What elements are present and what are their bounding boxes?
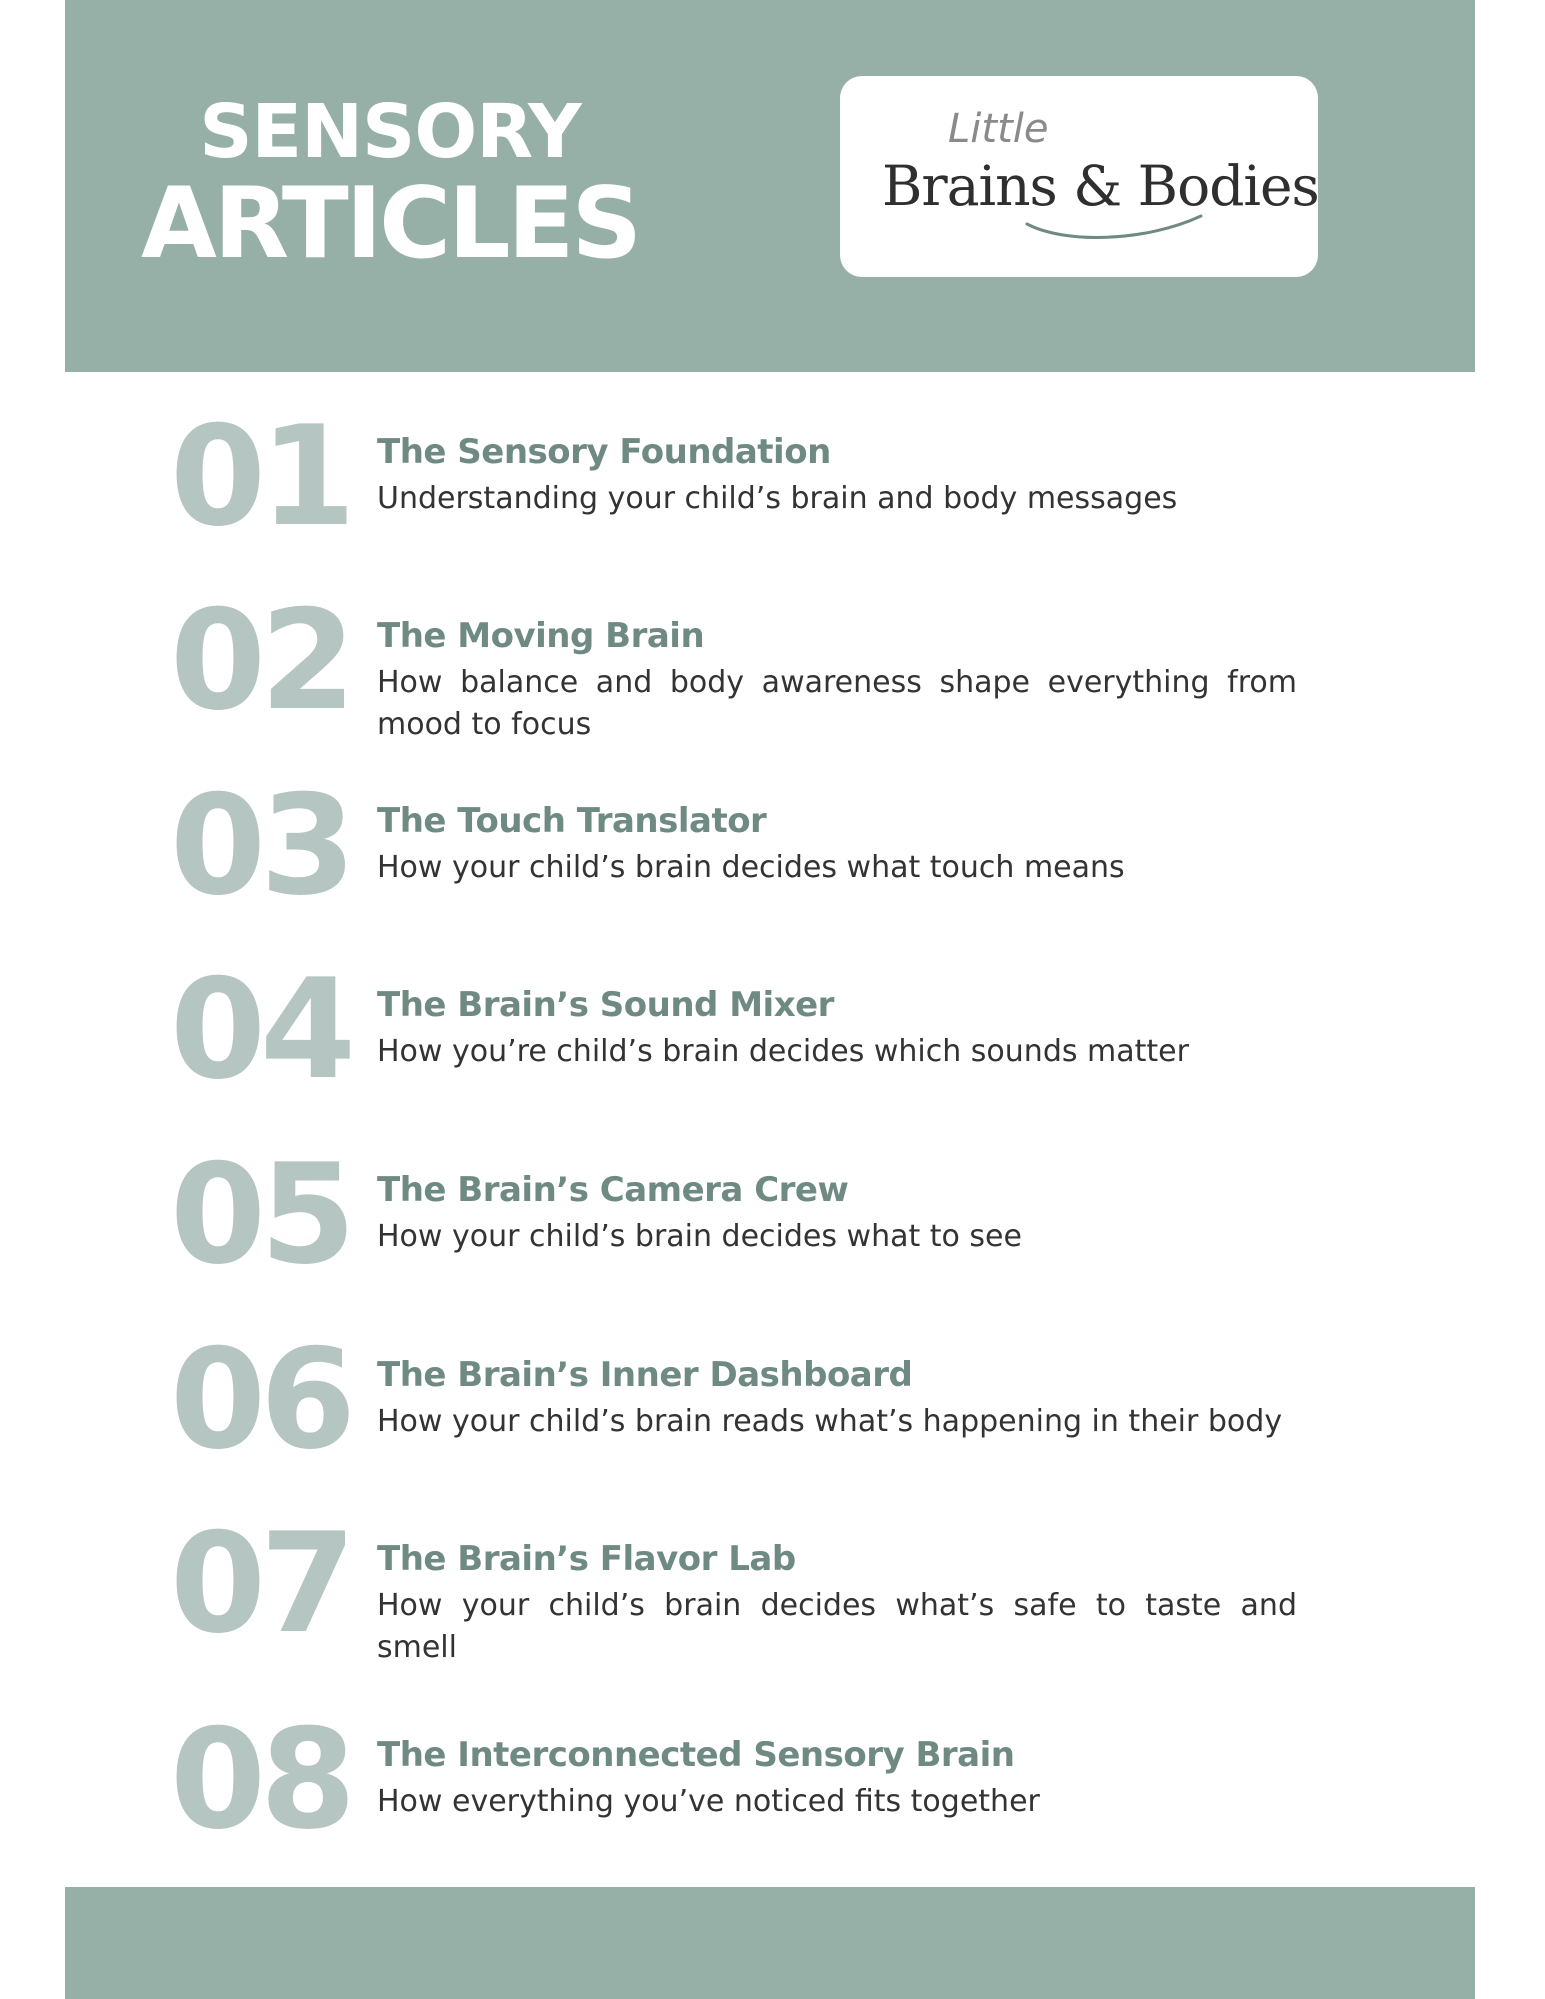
article-number: 02 bbox=[169, 580, 351, 741]
article-description: Understanding your child’s brain and body messages bbox=[377, 481, 1178, 517]
article-title: The Brain’s Sound Mixer bbox=[377, 985, 834, 1025]
article-item[interactable] bbox=[160, 1319, 1300, 1481]
article-item[interactable] bbox=[160, 765, 1300, 927]
article-item[interactable] bbox=[160, 1699, 1300, 1861]
header-title-line2: ARTICLES bbox=[140, 167, 640, 281]
article-number: 04 bbox=[169, 949, 351, 1110]
header-title-line1: SENSORY bbox=[199, 89, 581, 175]
article-item[interactable] bbox=[160, 396, 1300, 558]
article-description: How your child’s brain reads what’s happening in their body bbox=[377, 1404, 1283, 1440]
footer-band bbox=[65, 1887, 1475, 1999]
article-description: How everything you’ve noticed fits together bbox=[377, 1784, 1040, 1820]
article-number: 08 bbox=[169, 1699, 351, 1860]
article-number: 07 bbox=[169, 1503, 351, 1664]
article-number: 03 bbox=[169, 765, 351, 926]
article-description: How your child’s brain decides what to see bbox=[377, 1219, 1022, 1255]
article-title: The Brain’s Flavor Lab bbox=[377, 1539, 796, 1579]
article-item[interactable] bbox=[160, 949, 1300, 1111]
article-item[interactable] bbox=[160, 1134, 1300, 1296]
article-item[interactable] bbox=[160, 1503, 1300, 1666]
article-title: The Touch Translator bbox=[377, 801, 767, 841]
article-title: The Brain’s Camera Crew bbox=[377, 1170, 849, 1210]
article-number: 06 bbox=[169, 1319, 351, 1480]
article-item[interactable] bbox=[160, 580, 1300, 743]
article-title: The Interconnected Sensory Brain bbox=[377, 1735, 1015, 1775]
article-description: How your child’s brain decides what touch means bbox=[377, 850, 1125, 886]
article-description: How balance and body awareness shape everything from mood to focus bbox=[377, 665, 1297, 743]
article-title: The Sensory Foundation bbox=[377, 432, 831, 472]
article-number: 05 bbox=[169, 1134, 351, 1295]
article-description: How your child’s brain decides what’s safe to taste and smell bbox=[377, 1588, 1297, 1666]
article-title: The Moving Brain bbox=[377, 616, 705, 656]
logo-main-text: Brains & Bodies bbox=[882, 154, 1319, 218]
logo-small-text: Little bbox=[948, 106, 1049, 152]
article-number: 01 bbox=[169, 396, 351, 557]
article-description: How you’re child’s brain decides which sounds matter bbox=[377, 1034, 1189, 1070]
article-title: The Brain’s Inner Dashboard bbox=[377, 1355, 913, 1395]
